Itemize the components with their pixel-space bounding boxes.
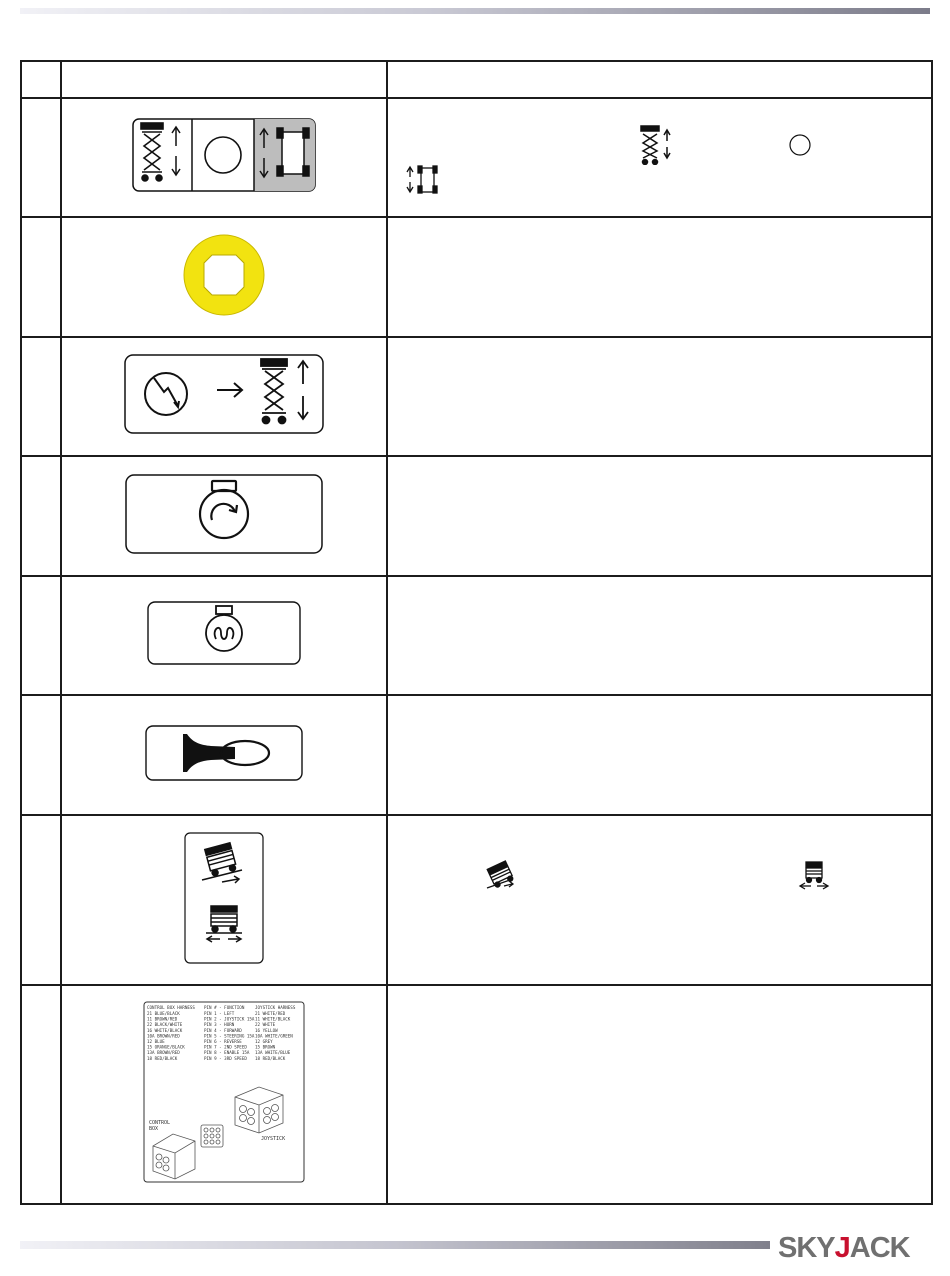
wiring-line: 18 RED/BLACK	[255, 1055, 286, 1061]
wiring-line: 22 BLACK/WHITE	[147, 1022, 183, 1028]
wiring-line: 10A BROWN/RED	[147, 1033, 180, 1039]
wiring-line: PIN 9 - 3RD SPEED	[204, 1055, 247, 1061]
engine-start-decal	[125, 474, 323, 554]
row-number-cell	[21, 576, 61, 695]
decal-cell	[61, 337, 387, 456]
control-box-joystick-wiring-decal	[143, 1001, 305, 1183]
table-header-row	[21, 61, 932, 98]
row-number-cell	[21, 985, 61, 1204]
table-row	[21, 576, 932, 695]
table-row	[21, 985, 932, 1204]
wiring-label-joystick: JOYSTICK	[261, 1136, 286, 1142]
wiring-line: 12 BLUE	[147, 1039, 165, 1044]
wiring-line: PIN 2 - JOYSTICK 15A	[204, 1016, 255, 1022]
wiring-line: 21 BLUE/BLACK	[147, 1011, 180, 1016]
wiring-line: 10A WHITE/GREEN	[255, 1033, 293, 1039]
wiring-right-column	[255, 1011, 293, 1061]
row-number-cell	[21, 98, 61, 217]
wiring-line: 12 GREY	[255, 1039, 273, 1044]
table-row	[21, 456, 932, 576]
wiring-line: PIN 8 - ENABLE 15A	[204, 1050, 250, 1056]
wiring-line: 16 WHITE/BLACK	[147, 1027, 183, 1033]
wiring-header-left: CONTROL BOX HARNESS	[147, 1005, 195, 1010]
wiring-line: PIN 7 - 2ND SPEED	[204, 1044, 247, 1050]
table-row	[21, 217, 932, 337]
controls-table	[20, 60, 933, 1205]
row-number-cell	[21, 217, 61, 337]
high-speed-inline-icon	[798, 860, 830, 892]
description-cell	[387, 337, 932, 456]
wiring-header-mid: PIN # - FUNCTION	[204, 1005, 245, 1010]
description-cell	[387, 576, 932, 695]
wiring-label-control: CONTROL	[149, 1120, 171, 1126]
decal-cell	[61, 576, 387, 695]
lift-drive-select-switch-decal	[132, 118, 316, 192]
decal-cell	[61, 217, 387, 337]
decal-cell	[61, 695, 387, 815]
decal-cell	[61, 985, 387, 1204]
high-torque-high-speed-decal	[184, 832, 264, 964]
wiring-line: 15 BROWN	[255, 1044, 276, 1050]
row-number-cell	[21, 337, 61, 456]
wiring-line: 21 WHITE/RED	[255, 1011, 286, 1016]
bottom-decorative-bar	[20, 1241, 770, 1249]
wiring-line: 11 BROWN/RED	[147, 1016, 178, 1022]
joystick-connector-illustration	[235, 1087, 283, 1133]
description-cell	[387, 456, 932, 576]
wiring-line: 11 WHITE/BLACK	[255, 1016, 291, 1022]
wiring-line: PIN 5 - STEERING 15A	[204, 1033, 255, 1039]
lift-enable-decal	[124, 354, 324, 434]
wiring-label-box: BOX	[149, 1126, 159, 1132]
row-number-cell	[21, 456, 61, 576]
decal-cell	[61, 98, 387, 217]
wiring-line: PIN 1 - LEFT	[204, 1011, 235, 1016]
header-cell-decal	[61, 61, 387, 98]
wiring-line: 13A BROWN/RED	[147, 1050, 180, 1056]
high-torque-inline-icon	[484, 860, 518, 890]
header-cell-number	[21, 61, 61, 98]
wiring-line: 18 RED/BLACK	[147, 1055, 178, 1061]
yellow-emergency-stop-button	[182, 233, 266, 317]
table-row	[21, 98, 932, 217]
description-cell	[387, 985, 932, 1204]
description-cell	[387, 815, 932, 985]
description-cell	[387, 98, 932, 217]
wiring-mid-column	[204, 1011, 255, 1061]
top-decorative-bar	[20, 8, 930, 14]
wiring-line: 13A WHITE/BLUE	[255, 1050, 291, 1056]
neutral-inline-circle-icon	[788, 133, 812, 157]
drive-inline-icon	[406, 165, 440, 195]
row-number-cell	[21, 815, 61, 985]
wiring-line: PIN 6 - REVERSE	[204, 1039, 242, 1044]
table-row	[21, 815, 932, 985]
horn-decal	[145, 725, 303, 781]
wiring-header-right: JOYSTICK HARNESS	[255, 1005, 296, 1010]
wiring-line: 15 ORANGE/BLACK	[147, 1044, 185, 1050]
decal-cell	[61, 456, 387, 576]
wiring-line: 22 WHITE	[255, 1022, 276, 1028]
skyjack-logo: SKYJACK	[778, 1232, 910, 1264]
row-number-cell	[21, 695, 61, 815]
neutral-circle-icon	[205, 137, 241, 173]
glow-plug-decal	[147, 601, 301, 665]
wiring-line: PIN 3 - HORN	[204, 1022, 235, 1028]
table-row	[21, 695, 932, 815]
description-cell	[387, 695, 932, 815]
table-row	[21, 337, 932, 456]
wiring-line: PIN 4 - FORWARD	[204, 1027, 242, 1033]
description-cell	[387, 217, 932, 337]
wiring-line: 16 YELLOW	[255, 1027, 278, 1033]
decal-cell	[61, 815, 387, 985]
scissor-lift-inline-icon	[639, 125, 673, 165]
header-cell-description	[387, 61, 932, 98]
